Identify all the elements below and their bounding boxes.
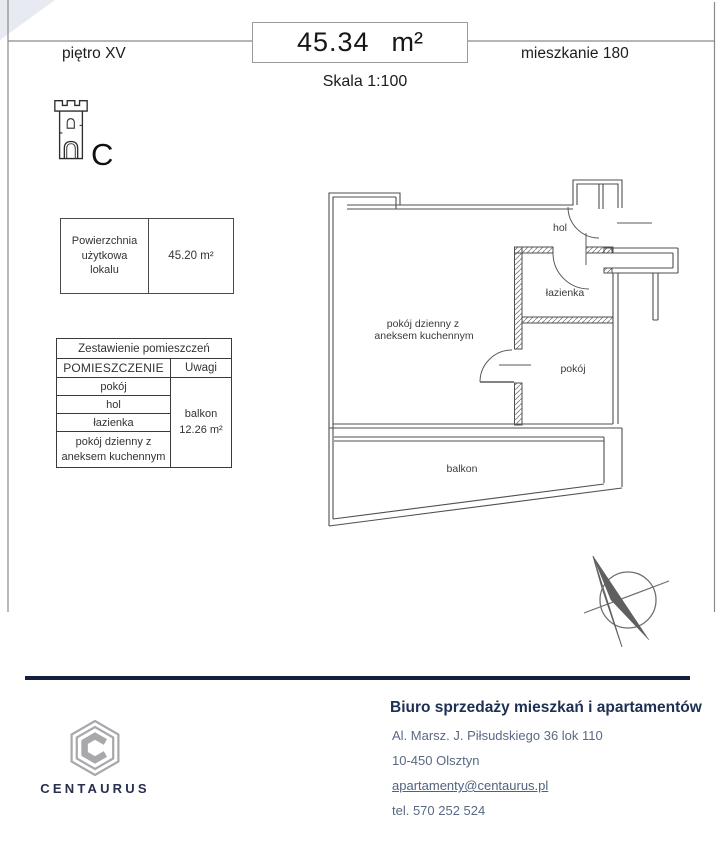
room-row-hol: hol [57,396,171,414]
usable-area-value: 45.20 m² [168,250,214,262]
sales-office-title: Biuro sprzedaży mieszkań i apartamentów [390,699,702,716]
label-living-1: pokój dzienny z [386,318,460,330]
plan-interior-walls [515,247,614,425]
label-hol: hol [552,222,568,234]
room-row-pokoj: pokój [57,378,171,396]
apartment-label: mieszkanie 180 [521,45,629,62]
plan-walls [329,180,678,526]
label-pokoj: pokój [560,363,586,375]
room-row-lazienka: łazienka [57,414,171,432]
address-line-2: 10-450 Olsztyn [392,753,480,768]
label-lazienka: łazienka [545,287,585,299]
rooms-table-col-notes: Uwagi [171,359,232,378]
page-frame [8,0,715,612]
rooms-table-title: Zestawienie pomieszczeń [57,339,232,359]
floor-label: piętro XV [62,45,126,62]
label-balkon: balkon [446,463,478,475]
compass-icon [584,556,669,647]
address-line-1: Al. Marsz. J. Piłsudskiego 36 lok 110 [392,728,603,743]
email-link[interactable]: apartamenty@centaurus.pl [392,778,549,793]
total-area-unit: m² [391,27,424,57]
total-area-box [252,22,468,63]
usable-area-label: Powierzchnia użytkowa lokalu [61,219,149,293]
room-row-living: pokój dzienny z aneksem kuchennym [57,432,171,468]
rooms-table-col-room: POMIESZCZENIE [57,359,171,378]
usable-area-table [60,218,234,294]
label-living-2: aneksem kuchennym [374,330,474,342]
building-letter: C [91,137,114,172]
phone-number: tel. 570 252 524 [392,803,486,818]
scale-label: Skala 1:100 [322,73,408,90]
total-area-value: 45.34 [296,27,370,57]
brand-name: CENTAURUS [40,781,150,796]
rooms-table-notes-cell: balkon 12.26 m² [171,378,232,468]
tower-icon [52,97,90,167]
rooms-table [56,338,232,468]
